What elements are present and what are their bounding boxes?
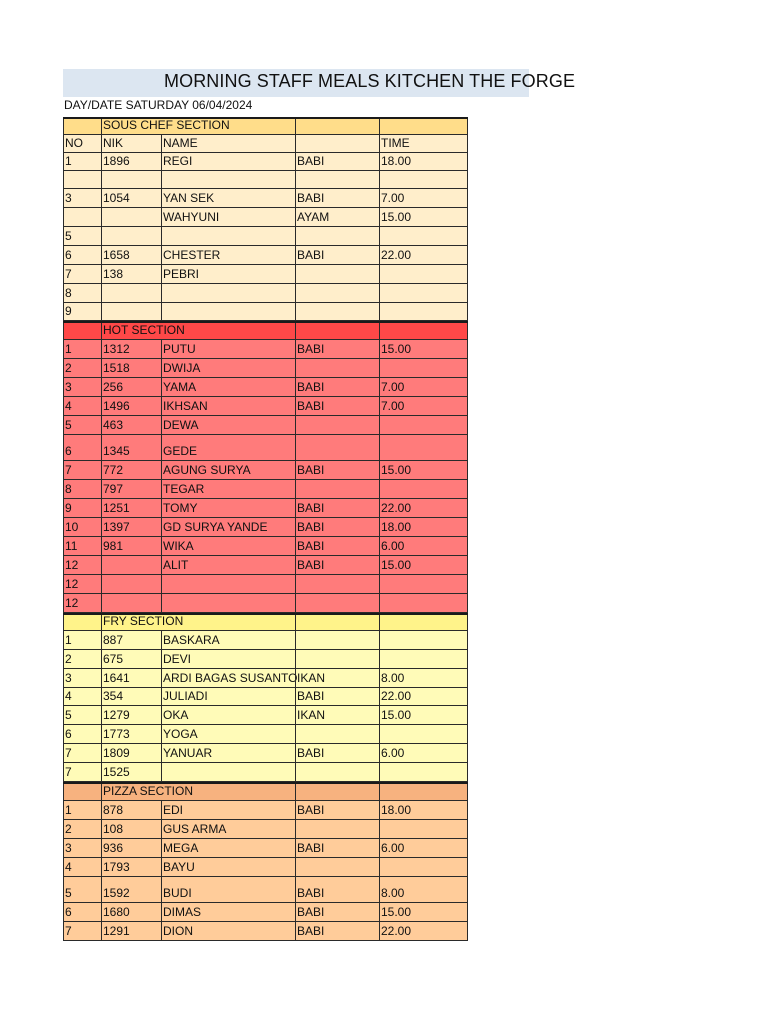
cell-no[interactable]: 7 (63, 461, 101, 479)
cell-no[interactable]: 4 (63, 688, 101, 705)
cell-meal[interactable]: BABI (295, 518, 379, 536)
cell-time[interactable]: 6.00 (379, 839, 468, 857)
section-header-cell[interactable] (295, 119, 379, 134)
cell-name[interactable]: DWIJA (161, 359, 295, 377)
cell-no[interactable]: 11 (63, 537, 101, 555)
cell-name[interactable]: YAMA (161, 378, 295, 396)
cell-meal[interactable]: BABI (295, 378, 379, 396)
cell-time[interactable]: 7.00 (379, 397, 468, 415)
section-header-cell[interactable] (63, 615, 101, 630)
cell-meal[interactable] (295, 303, 379, 320)
cell-meal[interactable]: BABI (295, 839, 379, 857)
cell-time[interactable] (379, 594, 468, 612)
cell-nik[interactable] (101, 227, 161, 245)
cell-nik[interactable]: 936 (101, 839, 161, 857)
table-row (63, 594, 468, 613)
cell-no[interactable]: 1 (63, 153, 101, 170)
cell-meal[interactable]: BABI (295, 246, 379, 264)
table-row (63, 669, 468, 688)
table-row (63, 518, 468, 537)
table-row (63, 801, 468, 820)
table-row (63, 839, 468, 858)
cell-no[interactable]: 3 (63, 669, 101, 687)
table-row (63, 265, 468, 284)
cell-time[interactable] (379, 820, 468, 838)
cell-meal[interactable] (295, 650, 379, 668)
cell-meal[interactable] (295, 171, 379, 188)
cell-time[interactable] (379, 435, 468, 460)
cell-no[interactable]: 1 (63, 340, 101, 358)
cell-name[interactable]: EDI (161, 801, 295, 819)
cell-meal[interactable] (295, 265, 379, 283)
cell-name[interactable]: DION (161, 922, 295, 940)
cell-name[interactable]: GD SURYA YANDE (161, 518, 295, 536)
cell-name[interactable] (161, 227, 295, 245)
table-row (63, 208, 468, 227)
table-row (63, 763, 468, 782)
column-header-name[interactable]: NAME (161, 135, 295, 152)
cell-name[interactable]: GUS ARMA (161, 820, 295, 838)
cell-name[interactable]: WIKA (161, 537, 295, 555)
table-row (63, 631, 468, 650)
table-row (63, 171, 468, 189)
table-row (63, 397, 468, 416)
section-header-cell[interactable] (295, 615, 379, 630)
cell-time[interactable]: 15.00 (379, 208, 468, 226)
cell-nik[interactable]: 1518 (101, 359, 161, 377)
table-row (63, 499, 468, 518)
cell-no[interactable]: 10 (63, 518, 101, 536)
cell-name[interactable]: ARDI BAGAS SUSANTO (163, 671, 298, 685)
cell-time[interactable]: 6.00 (379, 537, 468, 555)
section-label: PIZZA SECTION (101, 784, 295, 800)
cell-meal[interactable]: IKAN (295, 669, 379, 687)
cell-no[interactable]: 3 (63, 189, 101, 207)
column-header-no[interactable]: NO (63, 135, 101, 152)
cell-name[interactable] (161, 763, 295, 781)
cell-no[interactable]: 12 (63, 594, 101, 612)
cell-name[interactable] (161, 594, 295, 612)
cell-meal[interactable]: IKAN (295, 706, 379, 724)
cell-meal[interactable] (295, 763, 379, 781)
cell-time[interactable] (379, 575, 468, 593)
section-header-sous (63, 117, 468, 135)
cell-meal[interactable] (295, 594, 379, 612)
column-header-meal[interactable] (295, 135, 379, 152)
table-row (63, 461, 468, 480)
cell-nik[interactable]: 1896 (101, 153, 161, 170)
cell-no[interactable]: 7 (63, 744, 101, 762)
cell-time[interactable]: 15.00 (379, 706, 468, 724)
cell-no[interactable]: 3 (63, 378, 101, 396)
cell-meal[interactable] (295, 820, 379, 838)
cell-time[interactable]: 22.00 (379, 922, 468, 940)
cell-meal[interactable] (295, 575, 379, 593)
section-header-cell[interactable] (63, 323, 101, 339)
cell-time[interactable] (379, 416, 468, 434)
table-row (63, 416, 468, 435)
cell-nik[interactable]: 1658 (101, 246, 161, 264)
cell-name[interactable]: YAN SEK (161, 189, 295, 207)
cell-nik[interactable]: 463 (101, 416, 161, 434)
cell-name[interactable]: BAYU (161, 858, 295, 876)
cell-meal[interactable]: BABI (295, 877, 379, 902)
cell-time[interactable]: 15.00 (379, 903, 468, 921)
table-row (63, 378, 468, 397)
cell-nik[interactable]: 981 (101, 537, 161, 555)
page-title: MORNING STAFF MEALS KITCHEN THE FORGE (164, 71, 576, 91)
cell-name[interactable] (161, 575, 295, 593)
section-label: FRY SECTION (101, 615, 295, 630)
cell-time[interactable]: 7.00 (379, 189, 468, 207)
cell-nik[interactable]: 1279 (101, 706, 161, 724)
cell-no[interactable]: 6 (63, 435, 101, 460)
cell-meal[interactable] (295, 359, 379, 377)
cell-nik[interactable] (101, 594, 161, 612)
cell-meal[interactable]: BABI (295, 903, 379, 921)
cell-nik[interactable] (101, 171, 161, 188)
cell-nik[interactable]: 354 (101, 688, 161, 705)
cell-name[interactable]: CHESTER (161, 246, 295, 264)
cell-name[interactable]: OKA (161, 706, 295, 724)
cell-nik[interactable]: 797 (101, 480, 161, 498)
cell-nik[interactable]: 1525 (101, 763, 161, 781)
table-row (63, 706, 468, 725)
table-row (63, 556, 468, 575)
cell-nik[interactable]: 1345 (101, 435, 161, 460)
cell-meal[interactable]: BABI (295, 397, 379, 415)
cell-nik[interactable]: 1793 (101, 858, 161, 876)
cell-time[interactable]: 18.00 (379, 801, 468, 819)
column-header-nik[interactable]: NIK (101, 135, 161, 152)
cell-name[interactable]: TEGAR (161, 480, 295, 498)
cell-no[interactable]: 7 (63, 763, 101, 781)
cell-nik[interactable]: 878 (101, 801, 161, 819)
cell-meal[interactable] (295, 858, 379, 876)
table-row (63, 725, 468, 744)
cell-meal[interactable] (295, 284, 379, 302)
cell-meal[interactable]: AYAM (295, 208, 379, 226)
cell-meal[interactable]: BABI (295, 189, 379, 207)
cell-nik[interactable]: 108 (101, 820, 161, 838)
cell-meal[interactable] (295, 480, 379, 498)
cell-meal[interactable] (295, 435, 379, 460)
cell-nik[interactable] (101, 284, 161, 302)
cell-no[interactable]: 6 (63, 903, 101, 921)
cell-no[interactable]: 4 (63, 397, 101, 415)
cell-nik[interactable]: 675 (101, 650, 161, 668)
cell-time[interactable]: 15.00 (379, 461, 468, 479)
section-header-cell[interactable] (295, 784, 379, 800)
cell-no[interactable]: 8 (63, 284, 101, 302)
cell-name[interactable]: BUDI (161, 877, 295, 902)
cell-time[interactable] (379, 359, 468, 377)
section-header-cell[interactable] (379, 615, 468, 630)
cell-nik[interactable]: 1809 (101, 744, 161, 762)
cell-name[interactable]: DEWA (161, 416, 295, 434)
cell-name[interactable]: JULIADI (161, 688, 295, 705)
cell-time[interactable] (379, 763, 468, 781)
table-row (63, 246, 468, 265)
section-header-hot (63, 321, 468, 340)
section-header-cell[interactable] (295, 323, 379, 339)
cell-name[interactable]: IKHSAN (161, 397, 295, 415)
cell-meal[interactable]: BABI (295, 556, 379, 574)
cell-time[interactable]: 18.00 (379, 153, 468, 170)
column-header-time[interactable]: TIME (379, 135, 468, 152)
cell-meal[interactable]: BABI (295, 537, 379, 555)
cell-nik[interactable] (101, 303, 161, 320)
cell-name[interactable]: REGI (161, 153, 295, 170)
cell-time[interactable] (379, 284, 468, 302)
cell-no[interactable]: 2 (63, 359, 101, 377)
cell-time[interactable]: 6.00 (379, 744, 468, 762)
cell-no[interactable]: 1 (63, 801, 101, 819)
section-label: HOT SECTION (101, 323, 295, 339)
cell-meal[interactable] (295, 416, 379, 434)
table-row (63, 340, 468, 359)
title-bar (63, 69, 576, 97)
cell-time[interactable] (379, 725, 468, 743)
cell-name[interactable]: YANUAR (161, 744, 295, 762)
cell-time[interactable]: 8.00 (379, 669, 468, 687)
cell-meal[interactable]: BABI (295, 744, 379, 762)
table-row (63, 688, 468, 706)
section-header-pizza (63, 782, 468, 801)
cell-no[interactable]: 8 (63, 480, 101, 498)
cell-no[interactable]: 12 (63, 556, 101, 574)
section-header-cell[interactable] (63, 784, 101, 800)
section-header-cell[interactable] (379, 119, 468, 134)
cell-no[interactable]: 5 (63, 416, 101, 434)
cell-no[interactable]: 7 (63, 265, 101, 283)
cell-no[interactable]: 2 (63, 650, 101, 668)
staff-meals-sheet (63, 117, 468, 941)
cell-meal[interactable]: BABI (295, 153, 379, 170)
table-row (63, 820, 468, 839)
cell-name[interactable] (161, 303, 295, 320)
cell-no[interactable]: 9 (63, 303, 101, 320)
cell-nik[interactable]: 1641 (101, 669, 161, 687)
cell-nik[interactable]: 1773 (101, 725, 161, 743)
table-row (63, 903, 468, 922)
cell-time[interactable]: 8.00 (379, 877, 468, 902)
table-row (63, 227, 468, 246)
cell-nik[interactable]: 256 (101, 378, 161, 396)
cell-time[interactable]: 22.00 (379, 246, 468, 264)
cell-nik[interactable] (101, 208, 161, 226)
cell-no[interactable] (63, 208, 101, 226)
cell-no[interactable]: 9 (63, 499, 101, 517)
cell-time[interactable] (379, 858, 468, 876)
cell-name[interactable]: DIMAS (161, 903, 295, 921)
cell-nik[interactable]: 138 (101, 265, 161, 283)
cell-name[interactable]: ALIT (161, 556, 295, 574)
table-row (63, 435, 468, 461)
cell-name[interactable] (161, 171, 295, 188)
cell-nik[interactable]: 1312 (101, 340, 161, 358)
cell-time[interactable]: 22.00 (379, 499, 468, 517)
cell-meal[interactable]: BABI (295, 340, 379, 358)
table-row (63, 744, 468, 763)
cell-nik[interactable] (101, 575, 161, 593)
cell-time[interactable] (379, 303, 468, 320)
cell-name[interactable]: GEDE (161, 435, 295, 460)
section-header-cell[interactable] (63, 119, 101, 134)
cell-name[interactable]: TOMY (161, 499, 295, 517)
date-line: DAY/DATE SATURDAY 06/04/2024 (64, 98, 253, 112)
cell-no[interactable] (63, 171, 101, 188)
cell-no[interactable]: 7 (63, 922, 101, 940)
cell-nik[interactable]: 887 (101, 631, 161, 649)
table-row (63, 575, 468, 594)
cell-no[interactable]: 5 (63, 706, 101, 724)
cell-meal[interactable]: BABI (295, 499, 379, 517)
cell-no[interactable]: 12 (63, 575, 101, 593)
table-row (63, 189, 468, 208)
cell-name[interactable]: PUTU (161, 340, 295, 358)
cell-name[interactable]: AGUNG SURYA (161, 461, 295, 479)
cell-no[interactable]: 1 (63, 631, 101, 649)
table-row (63, 359, 468, 378)
cell-time[interactable]: 15.00 (379, 556, 468, 574)
table-row (63, 153, 468, 171)
cell-name[interactable]: WAHYUNI (161, 208, 295, 226)
cell-meal[interactable] (295, 227, 379, 245)
cell-meal[interactable]: BABI (295, 461, 379, 479)
cell-time[interactable]: 22.00 (379, 688, 468, 705)
cell-time[interactable]: 15.00 (379, 340, 468, 358)
cell-time[interactable] (379, 171, 468, 188)
section-header-fry (63, 613, 468, 631)
cell-no[interactable]: 6 (63, 725, 101, 743)
column-header-row (63, 135, 468, 153)
table-row (63, 284, 468, 303)
cell-name[interactable]: MEGA (161, 839, 295, 857)
table-row (63, 877, 468, 903)
cell-nik[interactable]: 1592 (101, 877, 161, 902)
section-header-cell[interactable] (379, 323, 468, 339)
cell-time[interactable] (379, 650, 468, 668)
cell-no[interactable]: 5 (63, 227, 101, 245)
cell-meal[interactable]: BABI (295, 801, 379, 819)
cell-nik[interactable] (101, 556, 161, 574)
table-row (63, 650, 468, 669)
cell-nik[interactable]: 1397 (101, 518, 161, 536)
cell-name[interactable]: PEBRI (161, 265, 295, 283)
cell-no[interactable]: 4 (63, 858, 101, 876)
cell-meal[interactable] (295, 725, 379, 743)
cell-nik[interactable]: 1054 (101, 189, 161, 207)
table-row (63, 858, 468, 877)
cell-nik[interactable]: 1496 (101, 397, 161, 415)
table-row (63, 922, 468, 941)
cell-meal[interactable] (295, 631, 379, 649)
cell-name[interactable]: YOGA (161, 725, 295, 743)
cell-nik[interactable]: 1291 (101, 922, 161, 940)
cell-no[interactable]: 3 (63, 839, 101, 857)
cell-time[interactable] (379, 227, 468, 245)
cell-no[interactable]: 2 (63, 820, 101, 838)
cell-nik[interactable]: 772 (101, 461, 161, 479)
cell-time[interactable] (379, 631, 468, 649)
table-row (63, 537, 468, 556)
table-row (63, 303, 468, 321)
cell-meal[interactable]: BABI (295, 922, 379, 940)
cell-name[interactable]: DEVI (161, 650, 295, 668)
cell-time[interactable] (379, 480, 468, 498)
cell-time[interactable]: 7.00 (379, 378, 468, 396)
cell-nik[interactable]: 1251 (101, 499, 161, 517)
cell-name[interactable]: BASKARA (161, 631, 295, 649)
section-label: SOUS CHEF SECTION (101, 119, 295, 134)
cell-name[interactable] (161, 284, 295, 302)
cell-time[interactable] (379, 265, 468, 283)
table-row (63, 480, 468, 499)
section-header-cell[interactable] (379, 784, 468, 800)
cell-time[interactable]: 18.00 (379, 518, 468, 536)
cell-meal[interactable]: BABI (295, 688, 379, 705)
cell-no[interactable]: 6 (63, 246, 101, 264)
cell-nik[interactable]: 1680 (101, 903, 161, 921)
cell-no[interactable]: 5 (63, 877, 101, 902)
